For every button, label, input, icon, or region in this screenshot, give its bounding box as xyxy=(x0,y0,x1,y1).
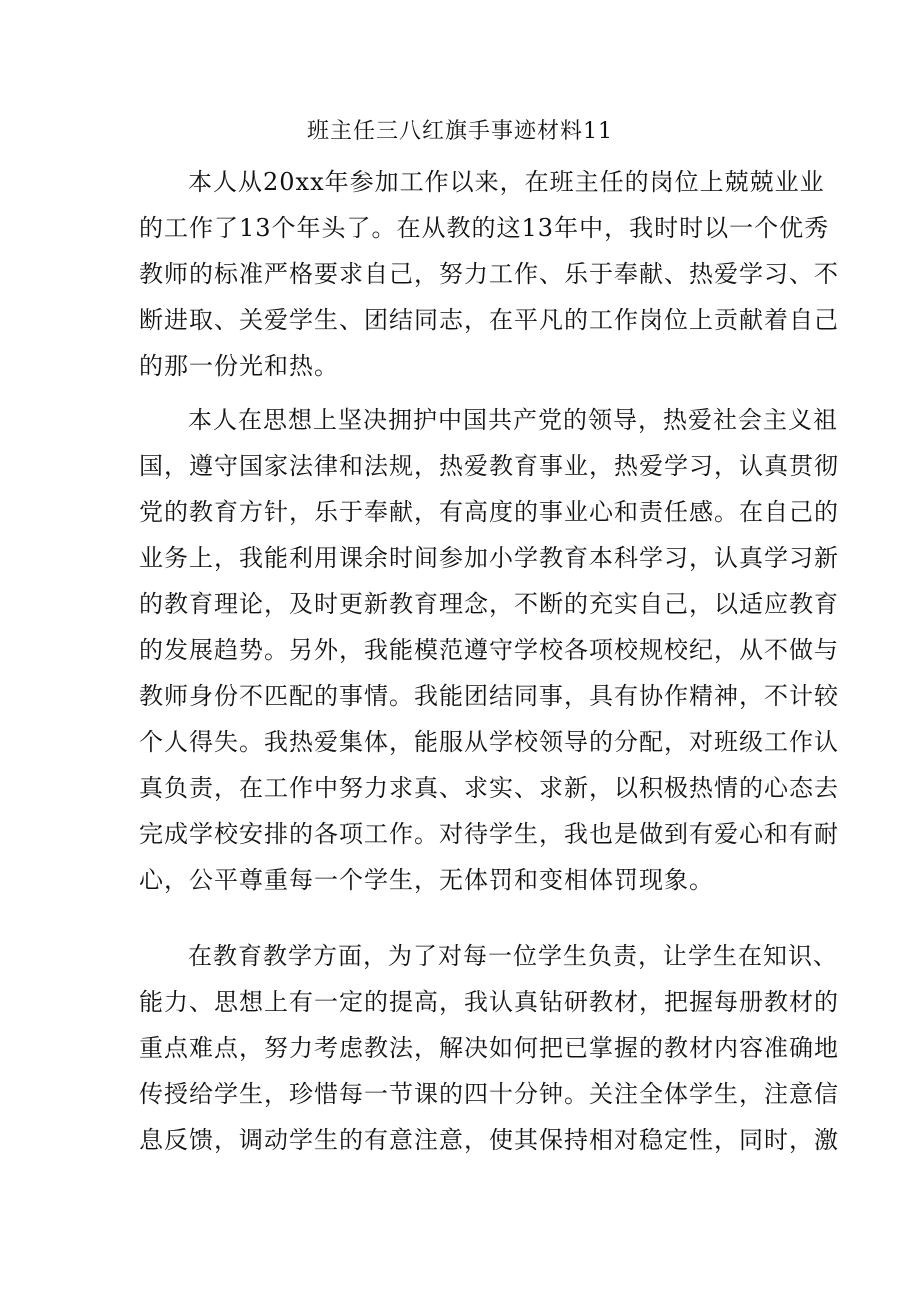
paragraph-2-line-2: 国，遵守国家法律和法规，热爱教育事业，热爱学习，认真贯彻 xyxy=(139,452,839,480)
paragraph-2-line-5: 的教育理论，及时更新教育理念，不断的充实自己，以适应教育 xyxy=(139,590,839,618)
paragraph-2-line-7: 教师身份不匹配的事情。我能团结同事，具有协作精神，不计较 xyxy=(139,682,839,710)
paragraph-3-line-5: 息反馈，调动学生的有意注意，使其保持相对稳定性，同时，激 xyxy=(139,1126,839,1154)
paragraph-2-line-1: 本人在思想上坚决拥护中国共产党的领导，热爱社会主义祖 xyxy=(188,406,838,434)
paragraph-3-line-1: 在教育教学方面，为了对每一位学生负责，让学生在知识、 xyxy=(188,942,838,970)
paragraph-2-line-11: 心，公平尊重每一个学生，无体罚和变相体罚现象。 xyxy=(139,866,714,894)
paragraph-2-line-8: 个人得失。我热爱集体，能服从学校领导的分配，对班级工作认 xyxy=(139,728,839,756)
paragraph-2-line-6: 的发展趋势。另外，我能模范遵守学校各项校规校纪，从不做与 xyxy=(139,636,839,664)
paragraph-1-line-1: 本人从20xx年参加工作以来，在班主任的岗位上兢兢业业 xyxy=(188,168,825,196)
paragraph-2-line-9: 真负责，在工作中努力求真、求实、求新，以积极热情的心态去 xyxy=(139,774,839,802)
document-title: 班主任三八红旗手事迹材料11 xyxy=(307,119,613,144)
paragraph-3-line-3: 重点难点，努力考虑教法，解决如何把已掌握的教材内容准确地 xyxy=(139,1034,839,1062)
paragraph-3-line-4: 传授给学生，珍惜每一节课的四十分钟。关注全体学生，注意信 xyxy=(139,1080,839,1108)
paragraph-1-line-4: 断进取、关爱学生、团结同志，在平凡的工作岗位上贡献着自己 xyxy=(139,306,839,334)
paragraph-2-line-10: 完成学校安排的各项工作。对待学生，我也是做到有爱心和有耐 xyxy=(139,820,839,848)
paragraph-1-line-3: 教师的标准严格要求自己，努力工作、乐于奉献、热爱学习、不 xyxy=(139,260,839,288)
paragraph-3-line-2: 能力、思想上有一定的提高，我认真钻研教材，把握每册教材的 xyxy=(139,988,839,1016)
paragraph-1-line-2: 的工作了13个年头了。在从教的这13年中，我时时以一个优秀 xyxy=(139,214,830,242)
paragraph-2-line-4: 业务上，我能利用课余时间参加小学教育本科学习，认真学习新 xyxy=(139,544,839,572)
paragraph-2-line-3: 党的教育方针，乐于奉献，有高度的事业心和责任感。在自己的 xyxy=(139,498,839,526)
paragraph-1-line-5: 的那一份光和热。 xyxy=(139,352,339,380)
